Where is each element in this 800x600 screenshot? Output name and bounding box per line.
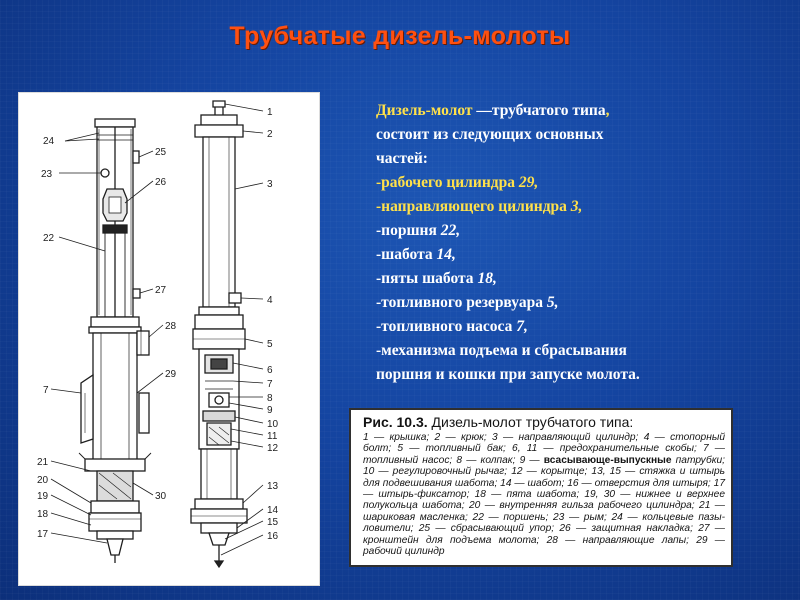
- part-number: 14,: [436, 246, 456, 263]
- label-3: 3: [267, 179, 273, 190]
- external-view-drawing: [191, 101, 247, 567]
- label-15: 15: [267, 517, 279, 528]
- label-28: 28: [165, 321, 177, 332]
- part-item: [376, 291, 756, 315]
- label-2: 2: [267, 129, 273, 140]
- description-line-3: частей:: [376, 150, 428, 167]
- slide-title: Трубчатые дизель-молоты: [229, 22, 571, 50]
- description-intro: [376, 99, 756, 123]
- label-19: 19: [37, 491, 49, 502]
- label-10: 10: [267, 419, 279, 430]
- label-26: 26: [155, 177, 167, 188]
- caption-heading: [363, 414, 725, 431]
- part-number: 7,: [516, 318, 528, 335]
- part-text: -поршня: [376, 222, 441, 239]
- label-13: 13: [267, 481, 279, 492]
- part-item: [376, 195, 756, 219]
- part-item: [376, 219, 756, 243]
- label-11: 11: [267, 431, 278, 442]
- label-18: 18: [37, 509, 49, 520]
- part-item: [376, 171, 756, 195]
- label-29: 29: [165, 369, 177, 380]
- figure-title: Дизель-молот трубчатого типа:: [427, 414, 634, 430]
- label-30: 30: [155, 491, 167, 502]
- label-6: 6: [267, 365, 273, 376]
- mechanism-line-1: -механизма подъема и сбрасывания: [376, 342, 627, 359]
- parts-description: [376, 99, 756, 387]
- label-7-right: 7: [267, 379, 273, 390]
- label-25: 25: [155, 147, 167, 158]
- part-text: -шабота: [376, 246, 437, 263]
- caption-legend: [363, 432, 725, 557]
- part-item: [376, 267, 756, 291]
- intro-comma: ,: [605, 102, 610, 119]
- part-text: -рабочего цилиндра: [376, 174, 519, 191]
- part-number: 3,: [570, 198, 583, 215]
- figure-label: Рис. 10.3.: [363, 414, 428, 430]
- part-number: 5,: [546, 294, 559, 311]
- label-24: 24: [43, 136, 55, 147]
- intro-type: —трубчатого типа: [476, 102, 606, 119]
- mechanism-line-2: поршня и кошки при запуске молота.: [376, 366, 640, 383]
- label-14: 14: [267, 505, 279, 516]
- label-23: 23: [41, 169, 53, 180]
- part-text: -направляющего цилиндра: [376, 198, 571, 215]
- intro-subject: Дизель-молот: [376, 102, 477, 119]
- legend-text-start: 1 — крышка; 2 — крюк; 3 — направляющий цилиндр; 4 — стопорный болт; 5 — топливный бак; 6, 11 — предохранительные скобы; 7 — топливный насос; 8 — колпак; 9 —: [363, 432, 725, 466]
- diesel-hammer-diagram: [18, 92, 320, 586]
- part-item: [376, 243, 756, 267]
- label-9: 9: [267, 405, 273, 416]
- part-text: -пяты шабота: [376, 270, 478, 287]
- legend-text-bold: всасывающе-выпускные: [543, 454, 672, 466]
- label-20: 20: [37, 475, 49, 486]
- legend-text-end: патрубки; 10 — регулировочный рычаг; 12 — корытце; 13, 15 — стяжка и штырь для подвешивания шабота; 14 — шабот; 16 — отверстия для штыря; 17 — штырь-фиксатор; 18 — пята шабота; 19, 30 — нижнее и верхнее полукольца шабота; 20 — внутренняя гильза рабочего цилиндра; 21 — шариковая масленка; 22 — поршень; 23 — рым; 24 — кольцевые пазы-ловители; 25 — сбрасывающий упор; 26 — защитная накладка; 27 — кронштейн для подъема молота; 28 — направляющие лапы; 29 — рабочий цилиндр: [363, 454, 726, 558]
- label-21: 21: [37, 457, 49, 468]
- figure-caption: [349, 408, 733, 567]
- label-27: 27: [155, 285, 167, 296]
- description-line-2: состоит из следующих основных: [376, 126, 604, 143]
- part-item: [376, 315, 756, 339]
- label-5: 5: [267, 339, 273, 350]
- part-number: 18,: [477, 270, 497, 287]
- label-16: 16: [267, 531, 279, 542]
- label-7-left: 7: [43, 385, 49, 396]
- label-17: 17: [37, 529, 49, 540]
- label-1: 1: [267, 107, 273, 118]
- part-text: -топливного насоса: [376, 318, 517, 335]
- label-4: 4: [267, 295, 273, 306]
- label-8: 8: [267, 393, 273, 404]
- part-number: 22,: [440, 222, 461, 239]
- part-text: -топливного резервуара: [376, 294, 547, 311]
- part-number: 29,: [518, 174, 539, 191]
- section-view-drawing: [79, 119, 151, 563]
- label-12: 12: [267, 443, 279, 454]
- label-22: 22: [43, 233, 55, 244]
